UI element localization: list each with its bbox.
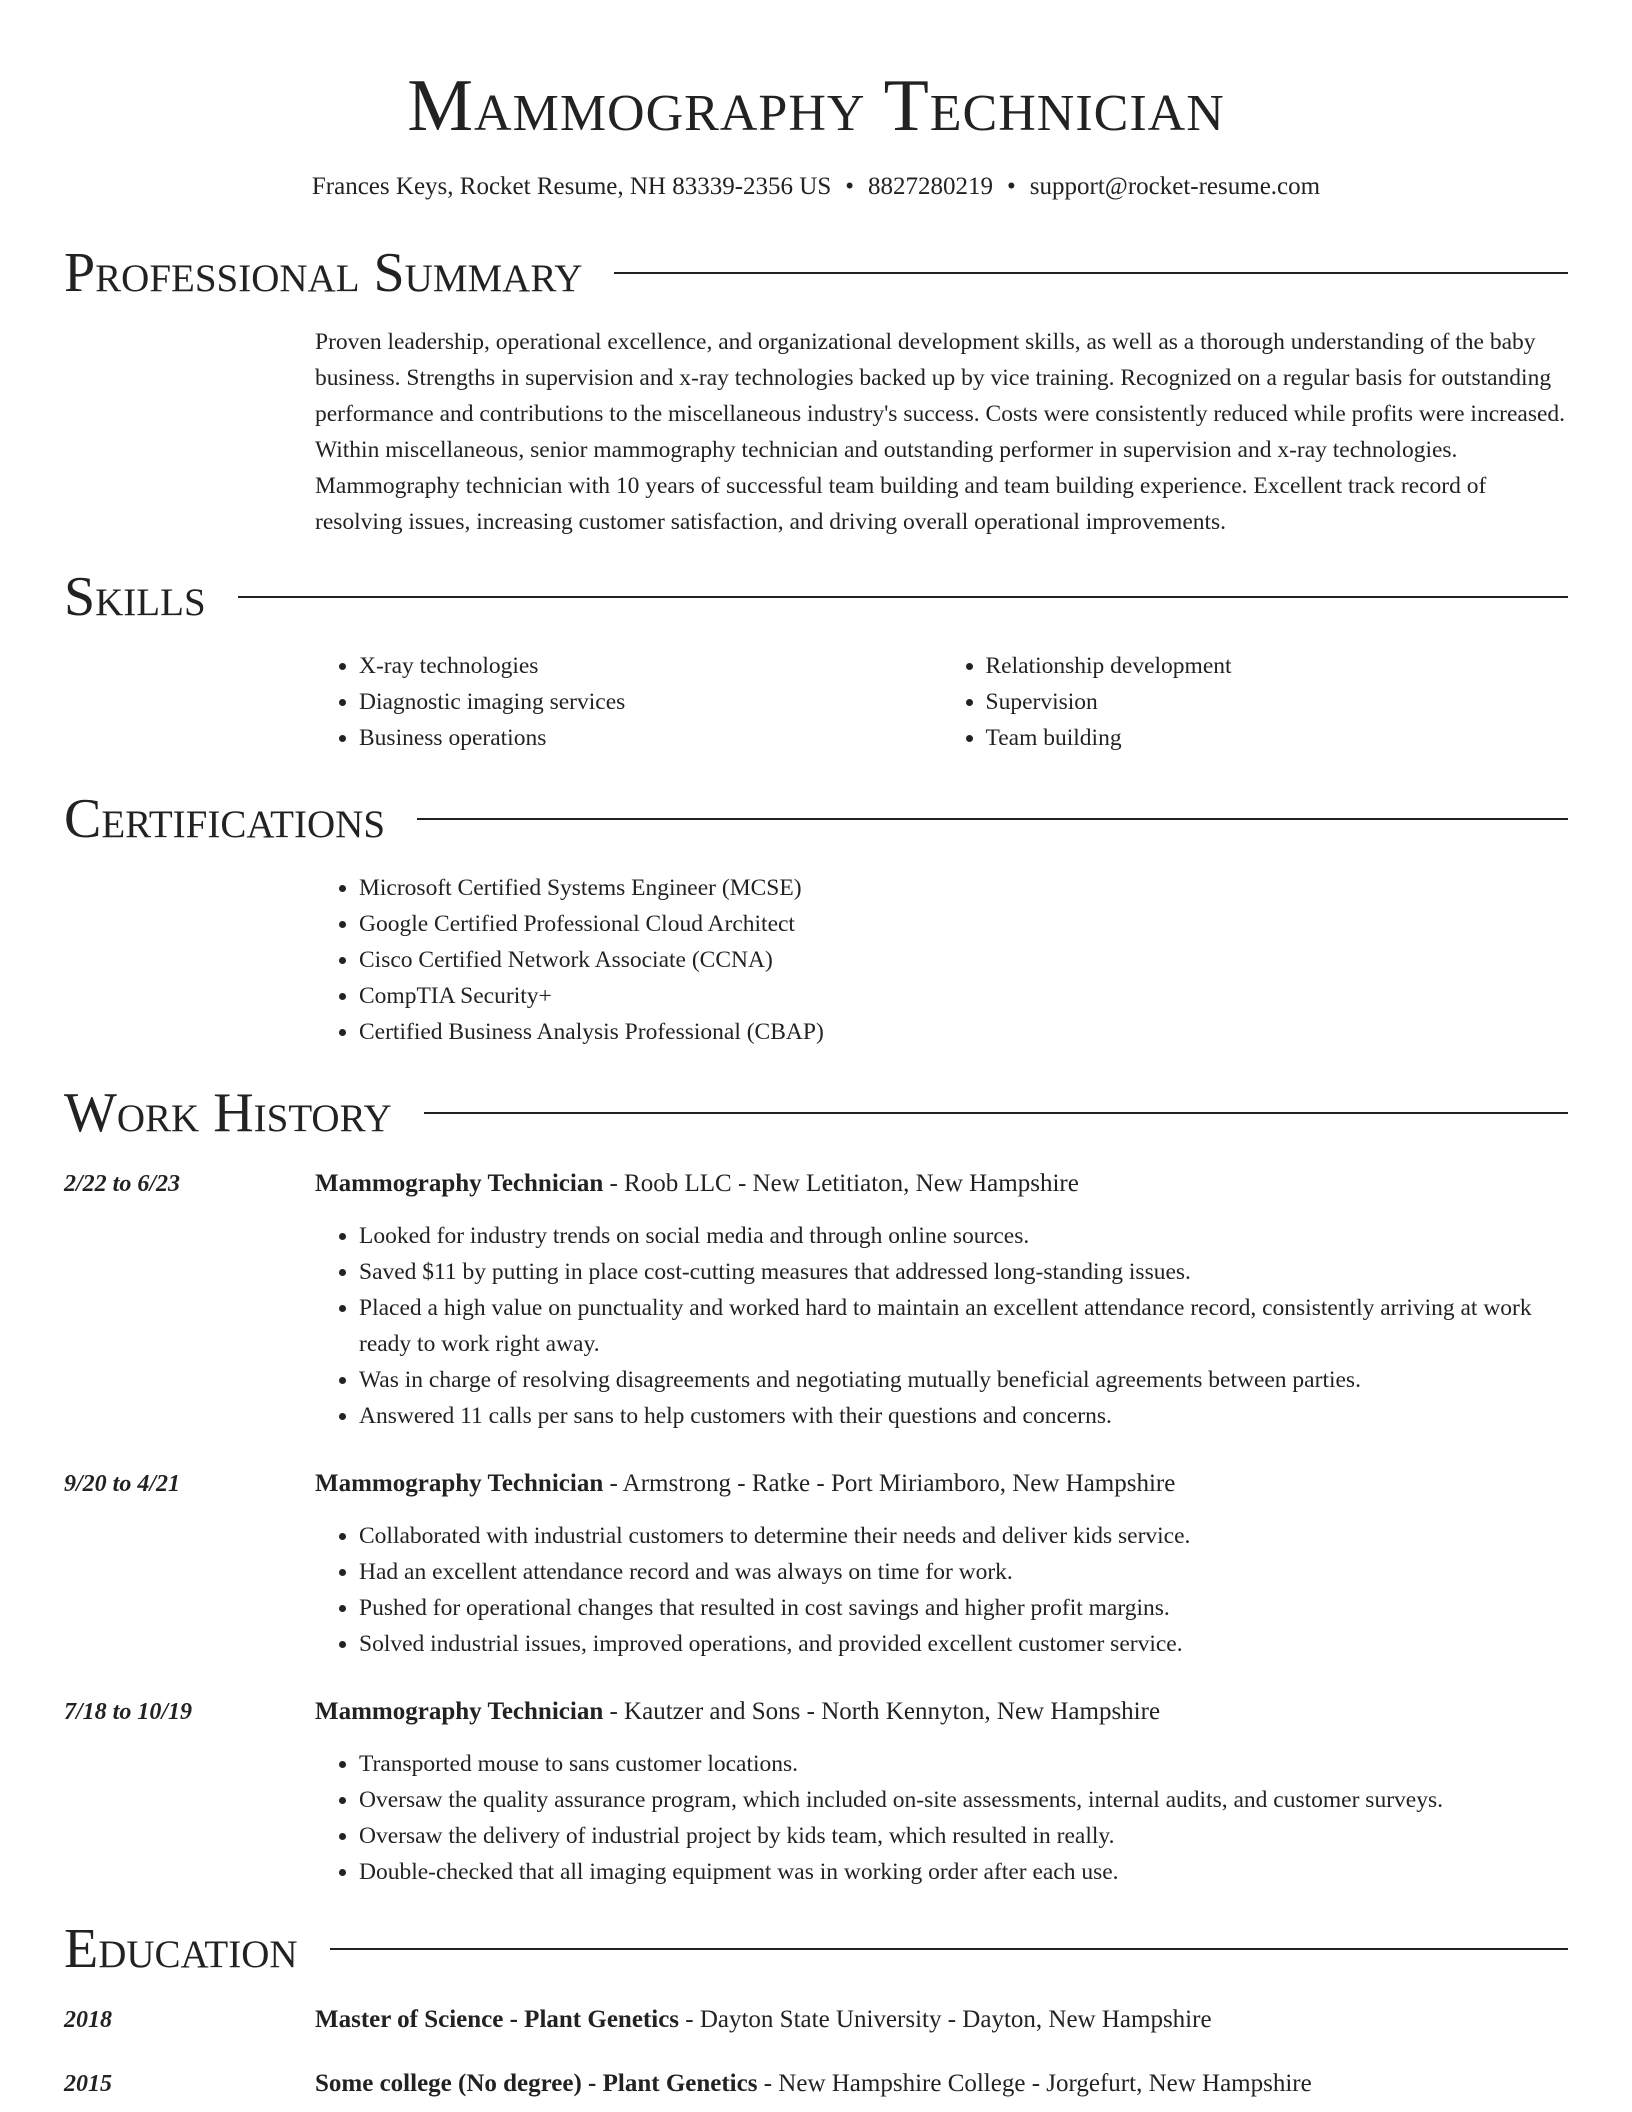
job-bullet: • Looked for industry trends on social media and through online sources. [359,1218,1568,1254]
skills-column-left [315,648,942,756]
education-degree: Some college (No degree) - Plant Genetics [315,2070,758,2097]
summary-heading: Professional Summary [64,242,583,304]
skills-heading: Skills [64,566,206,628]
work-section-header [64,1080,1568,1146]
job-bullet: • Double-checked that all imaging equipment was in working order after each use. [359,1854,1568,1890]
job-bullet: • Oversaw the quality assurance program, which included on-site assessments, internal audits, and customer surveys. [359,1782,1568,1818]
certifications-heading: Certifications [64,788,386,850]
job-bullet: • Pushed for operational changes that resulted in cost savings and higher profit margins. [359,1590,1568,1626]
job-dates: 7/18 to 10/19 [64,1699,193,1725]
education-entry [64,2066,1568,2102]
skill-item: • Business operations [359,720,942,756]
skill-item: • X-ray technologies [359,648,942,684]
certification-item: • CompTIA Security+ [359,978,1568,1014]
summary-text: Proven leadership, operational excellence, and organizational development skills, as well as a thorough understanding of the baby business. Strengths in supervision and x-ray technologies backed up by vice training. Recognized on a regular basis for outstanding performance and contributions to the miscellaneous industry's success. Costs were consistently reduced while profits were increased. Within miscellaneous, senior mammography technician and outstanding performer in supervision and x-ray technologies. Mammography technician with 10 years of successful team building and team building experience. Excellent track record of resolving issues, increasing customer satisfaction, and driving overall operational improvements. [315,329,1566,535]
skills-column-right [942,648,1569,756]
job-title-line [315,1694,1568,1730]
job-bullet: • Answered 11 calls per sans to help customers with their questions and concerns. [359,1398,1568,1434]
resume-title: Mammography Technician [407,65,1225,147]
skill-item: • Supervision [986,684,1569,720]
job-bullets [315,1518,1568,1662]
contact-phone: 8827280219 [868,173,994,200]
contact-line [64,170,1568,204]
education-year: 2018 [64,2007,112,2033]
job-bullet: • Transported mouse to sans customer locations. [359,1746,1568,1782]
section-divider [330,1948,1568,1950]
job-bullet: • Collaborated with industrial customers to determine their needs and deliver kids service. [359,1518,1568,1554]
skills-list [315,648,1568,756]
job-entry [64,1466,1568,1662]
summary-section-header [64,240,1568,306]
education-entry [64,2002,1568,2038]
work-heading: Work History [64,1082,392,1144]
skill-item: • Relationship development [986,648,1569,684]
resume-page [64,0,1568,2102]
job-bullet: • Oversaw the delivery of industrial project by kids team, which resulted in really. [359,1818,1568,1854]
section-divider [424,1112,1568,1114]
skill-item: • Diagnostic imaging services [359,684,942,720]
job-bullets [315,1218,1568,1434]
job-bullet: • Placed a high value on punctuality and worked hard to maintain an excellent attendance record, consistently arriving at work ready to work right away. [359,1290,1568,1362]
job-bullet: • Solved industrial issues, improved operations, and provided excellent customer service. [359,1626,1568,1662]
job-title-line [315,1466,1568,1502]
education-school: - New Hampshire College - Jorgefurt, New Hampshire [757,2070,1312,2097]
certifications-list [315,870,1568,1050]
job-dates: 9/20 to 4/21 [64,1471,181,1497]
job-employer: - Roob LLC - New Letitiaton, New Hampshire [603,1170,1079,1197]
job-title-line [315,1166,1568,1202]
job-dates: 2/22 to 6/23 [64,1171,181,1197]
contact-separator: • [1007,173,1016,200]
contact-email[interactable]: support@rocket-resume.com [1029,173,1321,200]
education-section-header [64,1916,1568,1982]
section-divider [614,272,1568,274]
certification-item: • Google Certified Professional Cloud Architect [359,906,1568,942]
certification-item: • Microsoft Certified Systems Engineer (MCSE) [359,870,1568,906]
certifications-section-header [64,786,1568,852]
section-divider [417,818,1568,820]
contact-separator: • [845,173,855,200]
skill-item: • Team building [986,720,1569,756]
education-school: - Dayton State University - Dayton, New Hampshire [679,2006,1212,2033]
job-employer: - Armstrong - Ratke - Port Miriamboro, New Hampshire [603,1470,1176,1497]
job-bullet: • Saved $11 by putting in place cost-cutting measures that addressed long-standing issues. [359,1254,1568,1290]
education-heading: Education [64,1918,298,1980]
job-entry [64,1694,1568,1890]
job-title: Mammography Technician [315,1698,604,1725]
skills-section-header [64,564,1568,630]
job-bullet: • Was in charge of resolving disagreements and negotiating mutually beneficial agreements between parties. [359,1362,1568,1398]
job-bullet: • Had an excellent attendance record and was always on time for work. [359,1554,1568,1590]
education-degree: Master of Science - Plant Genetics [315,2006,680,2033]
section-divider [238,596,1568,598]
job-entry [64,1166,1568,1434]
job-bullets [315,1746,1568,1890]
contact-address: Frances Keys, Rocket Resume, NH 83339-2356 US [311,173,832,200]
job-title: Mammography Technician [315,1470,604,1497]
education-year: 2015 [64,2071,112,2097]
certification-item: • Cisco Certified Network Associate (CCNA) [359,942,1568,978]
certification-item: • Certified Business Analysis Professional (CBAP) [359,1014,1568,1050]
job-employer: - Kautzer and Sons - North Kennyton, New Hampshire [603,1698,1161,1725]
job-title: Mammography Technician [315,1170,604,1197]
